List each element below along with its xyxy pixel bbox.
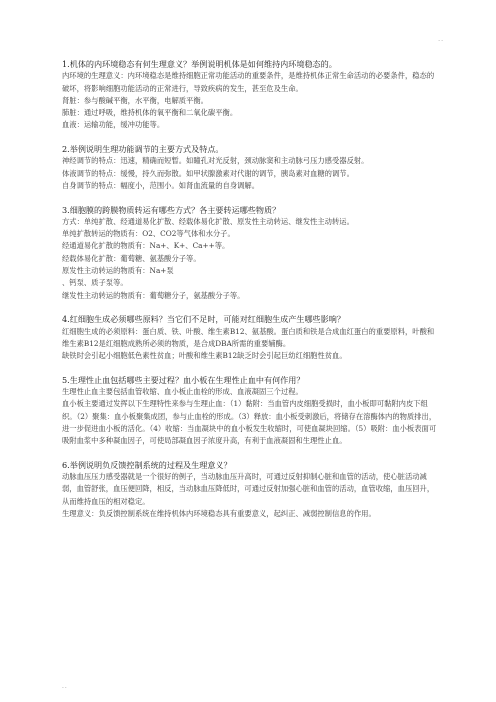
section-paragraph: 肾脏：参与酸碱平衡，水平衡，电解质平衡。 [62,95,208,105]
section-paragraph: 生理意义：负反馈控制系统在维持机体内环境稳态具有重要意义，起纠正、减弱控制信息的作用。 [62,508,376,518]
section-5 [62,374,438,448]
section-question: 5.生理性止血包括哪些主要过程？血小板在生理性止血中有何作用？ [62,374,305,385]
section-paragraph: 方式：单纯扩散、经通道易化扩散、经载体易化扩散、原发性主动转运、继发性主动转运。 [62,216,354,226]
section-paragraph: 血小板主要通过发挥以下生理特性来参与生理止血：（1）黏附：当血管内皮细胞受损时，血小板即可黏附内皮下组织。（2）聚集：血小板聚集成团，参与止血栓的形成。（3）释放：血小板受刺激后，将储存在溶酶体内的物质排出，进一步促进血小板的活化。（4）收缩：当血凝块中的血小板发生收缩时，可使血凝块回缩。（5）吸附：血小板表面可吸附血浆中多种凝血因子，可使局部凝血因子浓度升高，有利于血液凝固和生理性止血。 [62,399,437,446]
section-question: 6.举例说明负反馈控制系统的过程及生理意义？ [62,459,232,470]
footer-mark: .. [62,683,68,690]
section-question: 2.举例说明生理功能调节的主要方式及特点。 [62,144,224,155]
section-question: 3.细胞膜的跨膜物质转运有哪些方式？各主要转运哪些物质？ [62,204,281,215]
section-1 [62,58,438,132]
section-paragraph: 原发性主动转运的物质有：Na+泵 [62,266,174,276]
section-question: 4.红细胞生成必须哪些原料？当它们不足时，可能对红细胞生成产生哪些影响？ [62,314,345,325]
section-6 [62,459,438,520]
section-paragraph: 血液：运输功能，缓冲功能等。 [62,120,165,130]
section-paragraph: 体液调节的特点：缓慢，持久而弥散。如甲状腺激素对代谢的调节，胰岛素对血糖的调节。 [62,168,354,178]
section-paragraph: 经载体易化扩散：葡萄糖、氨基酸分子等。 [62,253,201,263]
section-paragraph: 红细胞生成的必须原料：蛋白质、铁、叶酸、维生素B12、氨基酸。蛋白质和铁是合成血红蛋白的重要原料，叶酸和维生素B12是红细胞成熟所必须的物质，是合成DBA所需的重要辅酶。 [62,326,435,348]
section-paragraph: 神经调节的特点：迅速，精确而短暂。如瞳孔对光反射，颈动脉窦和主动脉弓压力感受器反射。 [62,156,369,166]
section-2 [62,143,438,192]
section-paragraph: 自身调节的特点：幅度小，范围小。如肾血流量的自身调解。 [62,180,260,190]
section-paragraph: 肺脏：通过呼吸，维持机体的氧平衡和二氧化碳平衡。 [62,108,238,118]
section-3 [62,204,438,302]
section-question: 1.机体的内环境稳态有何生理意义？举例说明机体是如何维持内环境稳态的。 [62,59,337,69]
section-paragraph: 单纯扩散转运的物质有：O2、CO2等气体和水分子。 [62,229,235,239]
section-paragraph: 继发性主动转运的物质有：葡萄糖分子，氨基酸分子等。 [62,290,245,300]
section-paragraph: 经通道易化扩散的物质有：Na+、K+、Ca++等。 [62,241,230,251]
section-4 [62,313,438,362]
section-paragraph: 生理性止血主要包括血管收缩、血小板止血栓的形成、血液凝固三个过程。 [62,387,303,397]
header-mark: .. [438,36,444,43]
document-body [62,58,438,532]
section-paragraph: 内环境的生理意义：内环境稳态是维持细胞正常功能活动的重要条件，是维持机体正常生命活动的必要条件，稳态的破坏，将影响细胞功能活动的正常进行，导致疾病的发生，甚至危及生命。 [62,71,435,93]
section-paragraph: 缺铁时会引起小细胞低色素性贫血；叶酸和维生素B12缺乏时会引起巨幼红细胞性贫血。 [62,351,347,361]
section-paragraph: 、钙泵、质子泵等。 [62,278,128,288]
section-paragraph: 动脉血压压力感受器就是一个很好的例子，当动脉血压升高时，可通过反射抑制心脏和血管的活动，使心脏活动减弱，血管舒张，血压便回降，相反，当动脉血压降低时，可通过反射加强心脏和血管的活动，血管收缩，血压回升，从而维持血压的相对稳定。 [62,472,435,506]
